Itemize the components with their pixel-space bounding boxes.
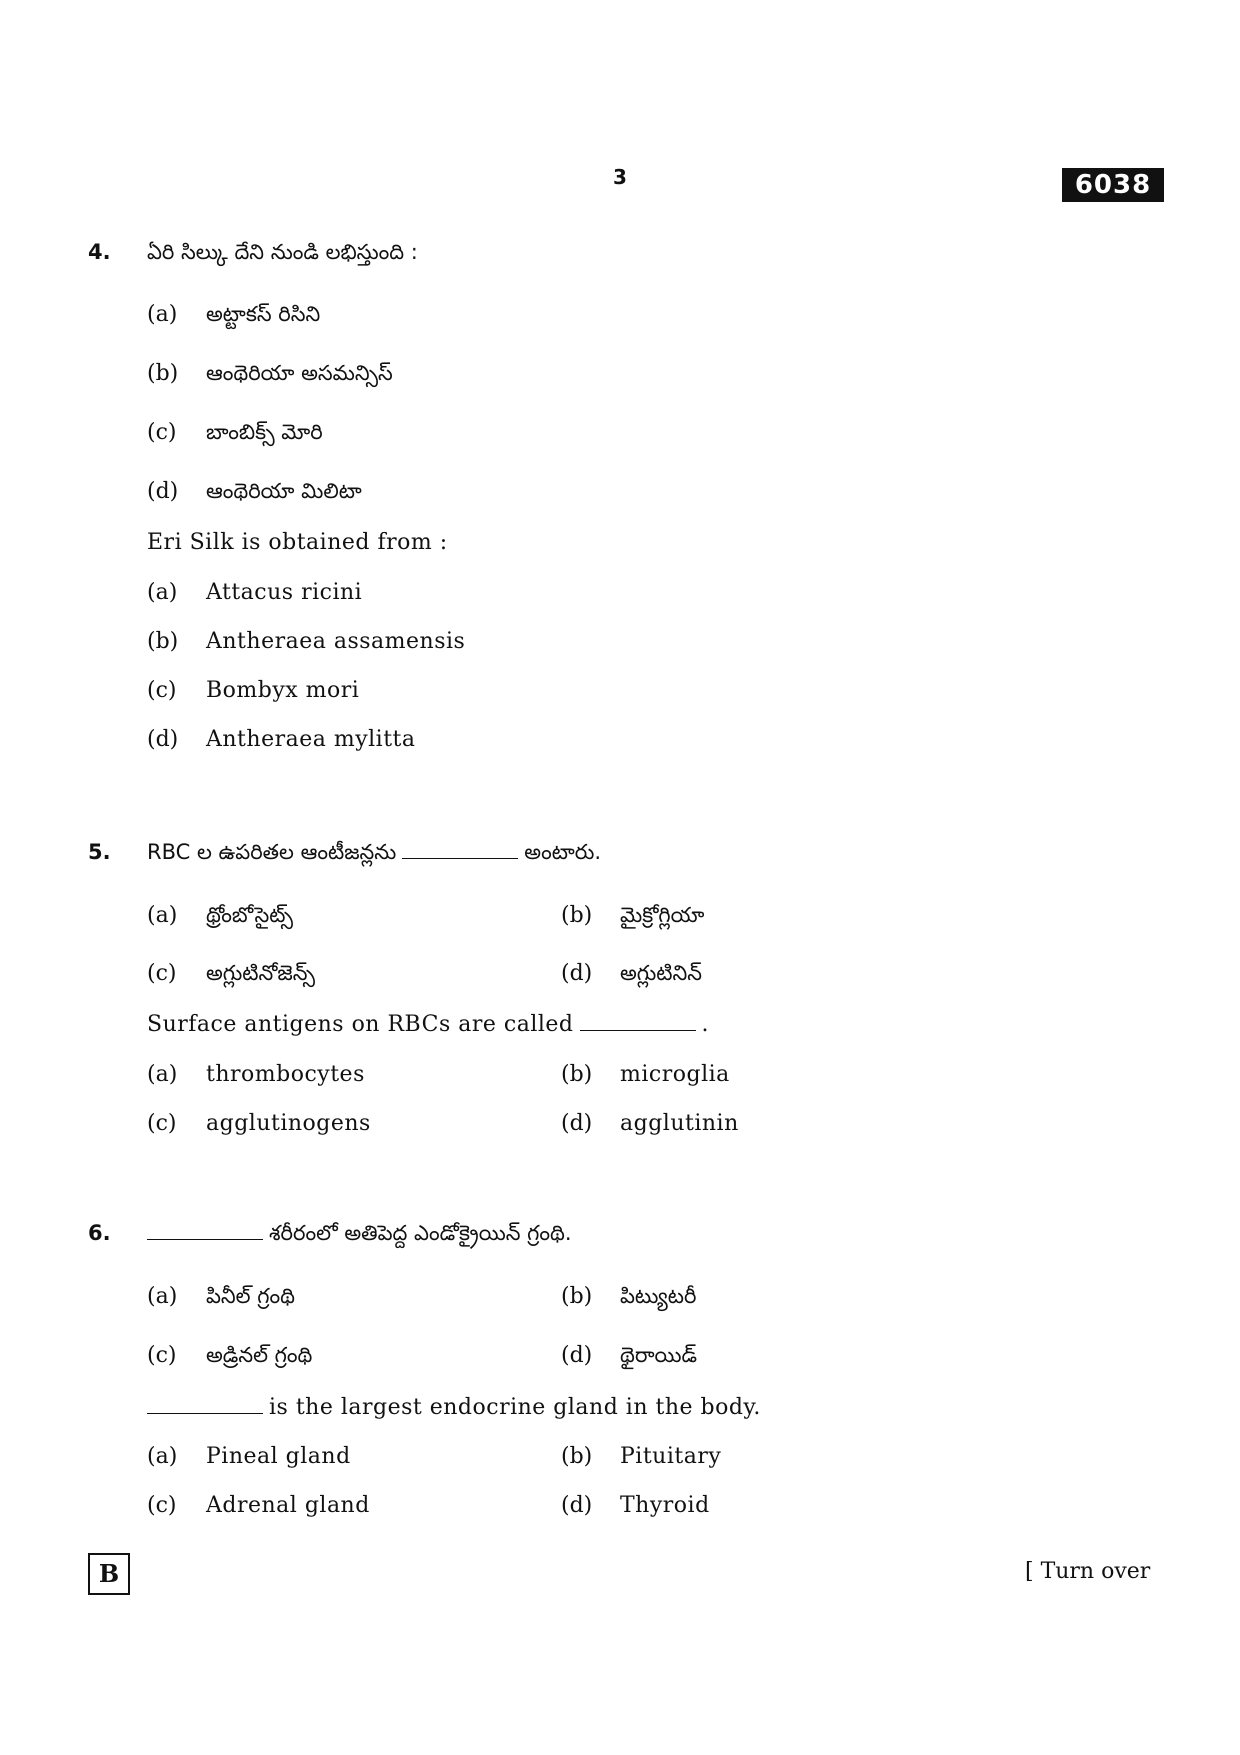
booklet-series-box: B xyxy=(88,1553,130,1595)
turn-over-note: [ Turn over xyxy=(1025,1559,1151,1584)
fill-in-blank xyxy=(580,1029,696,1031)
question-number: 4. xyxy=(88,240,111,264)
option-text-english: thrombocytes xyxy=(206,1062,365,1087)
option-label: (d) xyxy=(147,479,179,504)
option-label: (a) xyxy=(147,302,178,327)
question-stem-telugu xyxy=(147,1221,572,1251)
option-text-english: Antheraea assamensis xyxy=(206,629,466,654)
fill-in-blank xyxy=(402,857,518,859)
option-text-english: Antheraea mylitta xyxy=(206,727,416,752)
option-label: (d) xyxy=(561,1493,593,1518)
stem-text: Surface antigens on RBCs are called xyxy=(147,1012,574,1037)
option-text-telugu: అడ్రినల్ గ్రంథి xyxy=(206,1343,313,1367)
option-text-telugu: పినీల్ గ్రంథి xyxy=(206,1284,295,1308)
option-label: (c) xyxy=(147,678,177,703)
option-label: (b) xyxy=(561,1444,593,1469)
option-label: (b) xyxy=(561,903,593,928)
option-label: (d) xyxy=(561,1111,593,1136)
option-label: (c) xyxy=(147,1111,177,1136)
option-text-english: Pineal gland xyxy=(206,1444,351,1469)
fill-in-blank xyxy=(147,1238,263,1240)
question-stem-english xyxy=(147,1012,709,1037)
option-text-telugu: బాంబిక్స్ మోరి xyxy=(206,420,323,444)
option-label: (a) xyxy=(147,580,178,605)
option-text-english: Pituitary xyxy=(620,1444,722,1469)
option-label: (c) xyxy=(147,1493,177,1518)
option-text-telugu: అట్టాకస్ రిసిని xyxy=(206,302,321,326)
option-label: (d) xyxy=(147,727,179,752)
question-stem-telugu: ఏరి సిల్కు దేని నుండి లభిస్తుంది : xyxy=(147,240,418,264)
option-label: (c) xyxy=(147,961,177,986)
option-label: (d) xyxy=(561,961,593,986)
stem-text: RBC ల ఉపరితల ఆంటీజన్లను xyxy=(147,840,397,864)
option-label: (b) xyxy=(561,1284,593,1309)
option-label: (b) xyxy=(147,629,179,654)
option-label: (c) xyxy=(147,1343,177,1368)
option-text-english: Adrenal gland xyxy=(206,1493,370,1518)
option-label: (a) xyxy=(147,1444,178,1469)
option-text-telugu: థైరాయిడ్ xyxy=(620,1343,698,1367)
option-text-telugu: మైక్రోగ్లియా xyxy=(620,903,705,927)
option-text-telugu: అగ్లుటినిన్ xyxy=(620,961,703,985)
option-text-telugu: థ్రోంబోసైట్స్ xyxy=(206,903,294,927)
option-label: (d) xyxy=(561,1343,593,1368)
option-label: (b) xyxy=(561,1062,593,1087)
option-label: (c) xyxy=(147,420,177,445)
paper-code-badge: 6038 xyxy=(1062,168,1164,202)
option-text-english: microglia xyxy=(620,1062,730,1087)
option-text-english: Bombyx mori xyxy=(206,678,360,703)
stem-text: is the largest endocrine gland in the body. xyxy=(269,1395,761,1420)
question-stem-english xyxy=(147,1395,761,1420)
option-label: (a) xyxy=(147,1062,178,1087)
question-number: 5. xyxy=(88,840,111,864)
page-number: 3 xyxy=(613,165,627,189)
option-label: (a) xyxy=(147,903,178,928)
option-text-telugu: ఆంథెరియా అసమన్సిస్ xyxy=(206,361,393,385)
question-stem-telugu xyxy=(147,840,601,870)
stem-text: అంటారు. xyxy=(524,840,602,864)
question-number: 6. xyxy=(88,1221,111,1245)
option-label: (b) xyxy=(147,361,179,386)
stem-text: . xyxy=(701,1012,709,1037)
option-text-english: agglutinin xyxy=(620,1111,739,1136)
option-text-telugu: ఆంథెరియా మిలిటా xyxy=(206,479,362,503)
option-label: (a) xyxy=(147,1284,178,1309)
option-text-english: Thyroid xyxy=(620,1493,710,1518)
option-text-telugu: అగ్లుటినోజెన్స్ xyxy=(206,961,315,985)
option-text-english: agglutinogens xyxy=(206,1111,371,1136)
option-text-telugu: పిట్యుటరీ xyxy=(620,1284,697,1308)
fill-in-blank xyxy=(147,1412,263,1414)
stem-text: శరీరంలో అతిపెద్ద ఎండోక్రైయిన్ గ్రంథి. xyxy=(269,1221,572,1245)
question-stem-english: Eri Silk is obtained from : xyxy=(147,530,448,555)
option-text-english: Attacus ricini xyxy=(206,580,363,605)
